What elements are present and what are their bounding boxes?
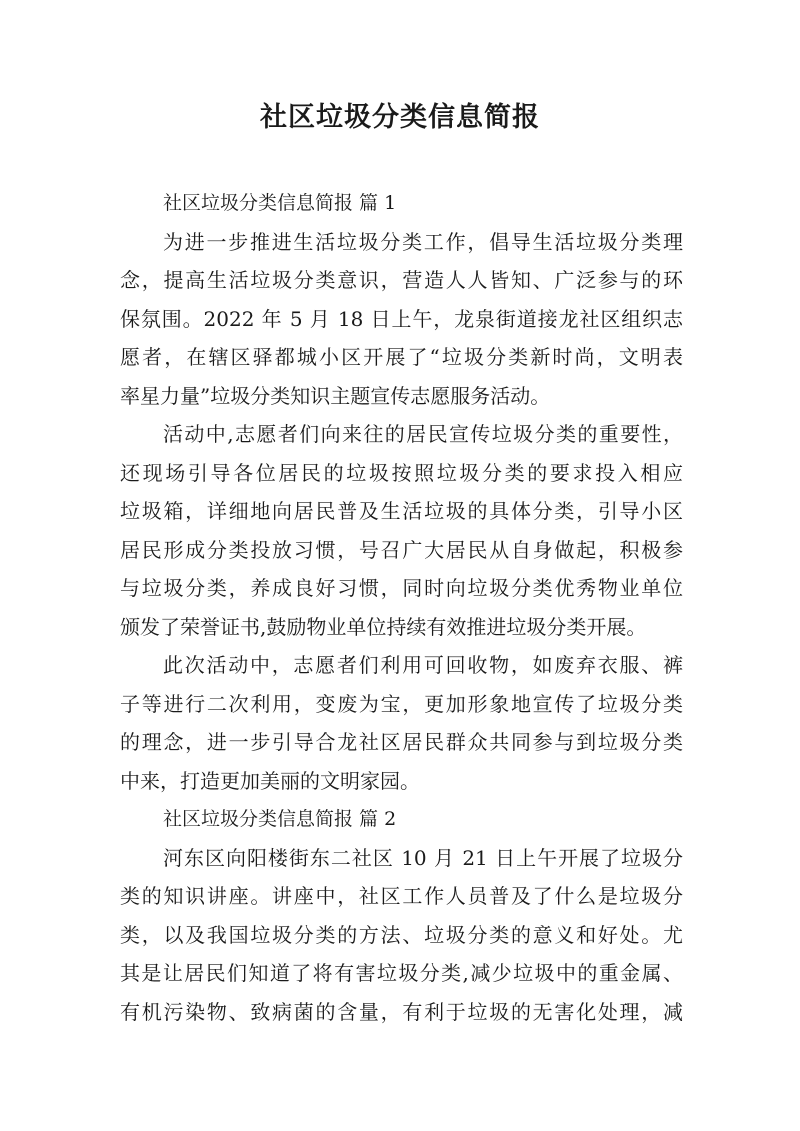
paragraph-line: 其是让居民们知道了将有害垃圾分类,减少垃圾中的重金属、 <box>120 961 683 985</box>
paragraph-line: 此次活动中，志愿者们利用可回收物，如废弃衣服、裤 <box>163 653 683 677</box>
paragraph-line: 居民形成分类投放习惯，号召广大居民从自身做起，积极参 <box>120 537 683 562</box>
paragraph-line: 有机污染物、致病菌的含量，有利于垃圾的无害化处理，减 <box>120 999 683 1024</box>
paragraph-line: 率星力量”垃圾分类知识主题宣传志愿服务活动。 <box>120 383 551 408</box>
paragraph-line: 垃圾箱，详细地向居民普及生活垃圾的具体分类，引导小区 <box>120 499 683 523</box>
paragraph-line: 为进一步推进生活垃圾分类工作，倡导生活垃圾分类理 <box>163 229 683 254</box>
section-heading: 社区垃圾分类信息简报 篇 2 <box>163 808 397 830</box>
paragraph-line: 与垃圾分类，养成良好习惯，同时向垃圾分类优秀物业单位 <box>120 576 683 600</box>
paragraph-line: 类的知识讲座。讲座中，社区工作人员普及了什么是垃圾分 <box>120 884 683 908</box>
paragraph-line: 还现场引导各位居民的垃圾按照垃圾分类的要求投入相应 <box>120 460 683 485</box>
paragraph-line: 保氛围。2022 年 5 月 18 日上午，龙泉街道接龙社区组织志 <box>120 306 683 331</box>
paragraph-line: 河东区向阳楼街东二社区 10 月 21 日上午开展了垃圾分 <box>163 845 683 870</box>
paragraph-line: 活动中,志愿者们向来往的居民宣传垃圾分类的重要性， <box>163 422 683 446</box>
paragraph-line: 愿者，在辖区驿都城小区开展了“垃圾分类新时尚，文明表 <box>120 345 683 369</box>
paragraph-line: 类，以及我国垃圾分类的方法、垃圾分类的意义和好处。尤 <box>120 922 683 947</box>
paragraph-line: 念，提高生活垃圾分类意识，营造人人皆知、广泛参与的环 <box>120 268 683 292</box>
paragraph-line: 的理念，进一步引导合龙社区居民群众共同参与到垃圾分类 <box>120 730 683 754</box>
document-title: 社区垃圾分类信息简报 <box>260 102 540 133</box>
paragraph-line: 中来，打造更加美丽的文明家园。 <box>120 768 420 793</box>
document-body <box>120 184 683 1031</box>
paragraph-line: 颁发了荣誉证书,鼓励物业单位持续有效推进垃圾分类开展。 <box>120 614 647 639</box>
paragraph-line: 子等进行二次利用，变废为宝，更加形象地宣传了垃圾分类 <box>120 691 683 716</box>
section-heading: 社区垃圾分类信息简报 篇 1 <box>163 192 397 214</box>
